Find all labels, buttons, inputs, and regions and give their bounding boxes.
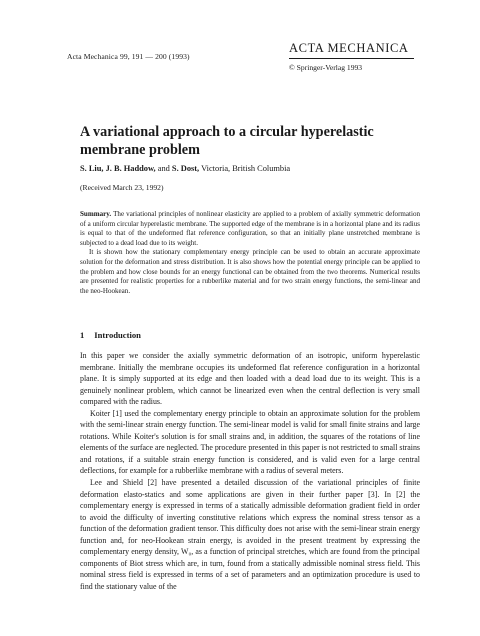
body-paragraph: In this paper we consider the axially symmetric deformation of an isotropic, uniform hyperelastic membrane. Initially the membrane occupies its undeformed flat reference configuration in a horizontal plane. It is simply supported at its edge and then loaded with a dead load due to its weight. This is a genuinely nonlinear problem, which cannot be linearized even when the central deflection is very small compared with the radius.	[80, 351, 420, 407]
author-line	[80, 163, 420, 174]
abstract-text: The variational principles of nonlinear elasticity are applied to a problem of axially symmetric deformation of a uniform circular hyperelastic membrane. The supported edge of the membrane is in a horizontal plane and its radius is equal to that of the undeformed flat reference configuration, so that an initially plane unstretched membrane is subjected to a dead load due to its weight.	[80, 210, 420, 247]
article-title: A variational approach to a circular hyperelastic membrane problem	[80, 124, 374, 158]
author-affiliation: Victoria, British Columbia	[199, 164, 291, 173]
copyright-notice: © Springer-Verlag 1993	[289, 63, 363, 72]
summary-label: Summary.	[80, 210, 112, 218]
author-conjunction: and	[155, 164, 172, 173]
abstract-paragraph	[80, 210, 420, 248]
abstract	[80, 210, 420, 296]
section-number: 1	[80, 330, 85, 340]
abstract-paragraph: It is shown how the stationary complementary energy principle can be used to obtain an accurate approximate solution for the deformation and stress distribution. It is also shows how the potential energy principle can be applied to the problem and how close bounds for an energy functional can be obtained from the two theorems. Numerical results are presented for realistic properties for a rubberlike material and for two strain energy functions, the semi-linear and the neo-Hookean.	[80, 248, 420, 295]
body-paragraph: Lee and Shield [2] have presented a detailed discussion of the variational principles of finite deformation elasto-statics and some applications are given in their further paper [3]. In [2] the complementary energy is expressed in terms of a statically admissible deformation gradient field in order to avoid the difficulty of inverting constitutive relations which express the nominal stress tensor as a function of the deformation gradient tensor. This difficulty does not arise with the semi-linear strain energy function and, for neo-Hookean strain energy, is avoided in the present treatment by expressing the complementary energy density, W₀, as a function of principal stretches, which are found from the principal components of Biot stress which are, in turn, found from a statically admissible nominal stress field. This nominal stress field is expressed in terms of a set of parameters and an optimization procedure is used to find the stationary value of the	[80, 478, 420, 591]
section-body	[80, 350, 420, 592]
received-date: (Received March 23, 1992)	[80, 183, 164, 192]
section-heading	[80, 330, 141, 340]
last-author-name: S. Dost,	[171, 164, 200, 173]
body-paragraph: Koiter [1] used the complementary energy principle to obtain an approximate solution for the problem with the semi-linear strain energy function. The semi-linear model is valid for small finite strains and large rotations. While Koiter's solution is for small strains and, in addition, the squares of the rotations of line elements of the surface are neglected. The procedure presented in this paper is not restricted to small strains and rotations, if a suitable strain energy function is considered, and is valid even for a large central deflections, for example for a rubberlike membrane with a radius of several meters.	[80, 408, 420, 476]
journal-citation: Acta Mechanica 99, 191 — 200 (1993)	[67, 52, 190, 61]
author-names: S. Liu, J. B. Haddow,	[80, 164, 156, 173]
journal-name: ACTA MECHANICA	[289, 41, 414, 59]
section-title: Introduction	[94, 330, 141, 340]
journal-masthead	[289, 41, 414, 72]
